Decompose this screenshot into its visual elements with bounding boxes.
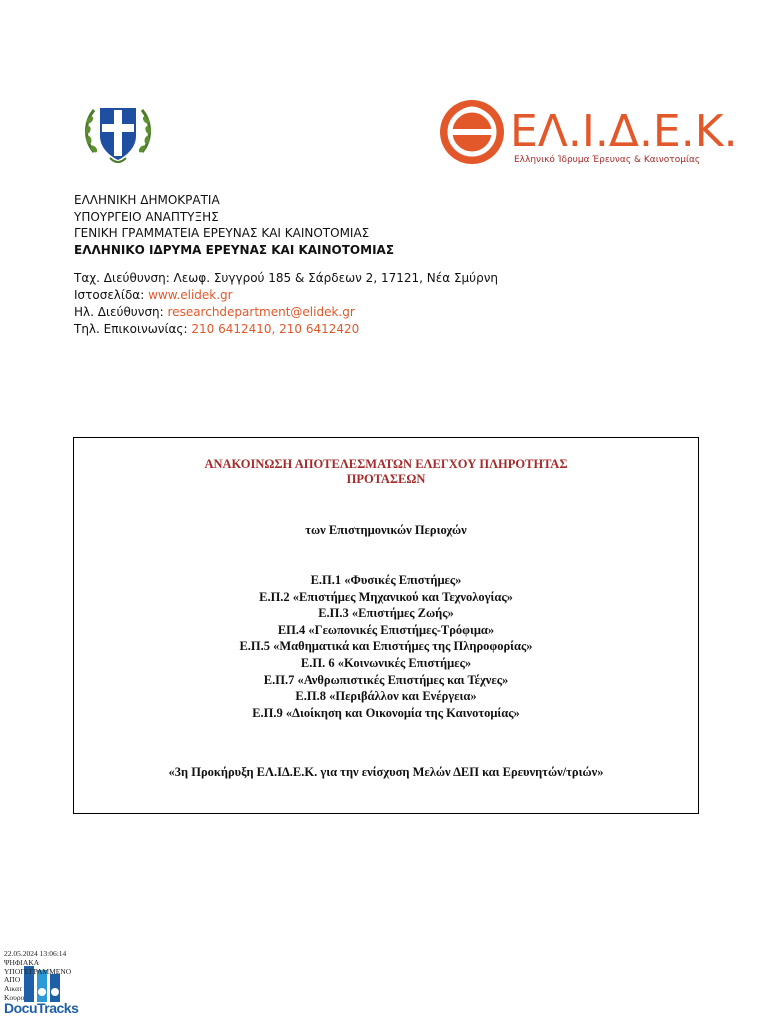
scientific-area-item: Ε.Π.8 «Περιβάλλον και Ενέργεια»	[295, 689, 477, 704]
scientific-areas-list	[74, 572, 698, 721]
elidek-logo-tagline: Ελληνικό Ίδρυμα Έρευνας & Καινοτομίας	[514, 155, 701, 165]
stamp-line: Αικατ	[4, 984, 23, 994]
website-label: Ιστοσελίδα:	[74, 288, 149, 302]
header-bold-line: ΕΛΛΗΝΙΚΟ ΙΔΡΥΜΑ ΕΡΕΥΝΑΣ ΚΑΙ ΚΑΙΝΟΤΟΜΙΑΣ	[74, 243, 395, 258]
scientific-area-item: Ε.Π.5 «Μαθηματικά και Επιστήμες της Πληροφορίας»	[239, 639, 533, 654]
announcement-subtitle: των Επιστημονικών Περιοχών	[305, 523, 467, 537]
header-line: ΓΕΝΙΚΗ ΓΡΑΜΜΑΤΕΙΑ ΕΡΕΥΝΑΣ ΚΑΙ ΚΑΙΝΟΤΟΜΙΑΣ	[74, 226, 370, 241]
institution-header	[74, 192, 394, 259]
stamp-line: ΨΗΦΙΑΚΑ	[4, 957, 40, 967]
phone-label: Τηλ. Επικοινωνίας:	[74, 322, 192, 336]
signature-stamp	[4, 950, 71, 1003]
stamp-line: ΥΠΟΓΕΓΡΑΜΜΕΝΟ	[4, 966, 72, 976]
announcement-title-line: ΠΡΟΤΑΣΕΩΝ	[346, 472, 426, 486]
email-link[interactable]: researchdepartment@elidek.gr	[167, 305, 355, 319]
stamp-line: 22.05.2024 13:06:14	[4, 949, 67, 958]
announcement-title	[74, 457, 698, 487]
email-label: Ηλ. Διεύθυνση:	[74, 305, 168, 319]
header-line: ΥΠΟΥΡΓΕΙΟ ΑΝΑΠΤΥΞΗΣ	[74, 209, 219, 224]
scientific-area-item: Ε.Π.3 «Επιστήμες Ζωής»	[318, 606, 454, 621]
elidek-logo	[436, 96, 738, 168]
address-line: Ταχ. Διεύθυνση: Λεωφ. Συγγρού 185 & Σάρδεων 2, 17121, Νέα Σμύρνη	[74, 271, 499, 285]
scientific-area-item: Ε.Π.9 «Διοίκηση και Οικονομία της Καινοτομίας»	[252, 705, 520, 720]
call-title: «3η Προκήρυξη ΕΛ.ΙΔ.Ε.Κ. για την ενίσχυση Μελών ΔΕΠ και Ερευνητών/τριών»	[168, 765, 604, 779]
scientific-area-item: Ε.Π.7 «Ανθρωπιστικές Επιστήμες και Τέχνες»	[263, 672, 509, 687]
elidek-logo-text: ΕΛ.Ι.Δ.Ε.Κ.	[510, 106, 738, 157]
announcement-title-line: ΑΝΑΚΟΙΝΩΣΗ ΑΠΟΤΕΛΕΣΜΑΤΩΝ ΕΛΕΓΧΟΥ ΠΛΗΡΟΤΗΤΑΣ	[204, 457, 568, 471]
scientific-area-item: ΕΠ.4 «Γεωπονικές Επιστήμες-Τρόφιμα»	[277, 622, 495, 637]
announcement-box	[73, 437, 699, 814]
phone-line	[74, 321, 498, 338]
website-line	[74, 287, 498, 304]
scientific-area-item: Ε.Π. 6 «Κοινωνικές Επιστήμες»	[300, 655, 472, 670]
scientific-area-item: Ε.Π.1 «Φυσικές Επιστήμες»	[310, 573, 462, 587]
greek-emblem-icon	[80, 94, 156, 170]
scientific-area-item: Ε.Π.2 «Επιστήμες Μηχανικού και Τεχνολογίας»	[259, 589, 513, 604]
website-link[interactable]: www.elidek.gr	[148, 288, 233, 302]
email-line	[74, 304, 498, 321]
docutracks-brand: DocuTracks	[4, 1000, 79, 1016]
phone-link[interactable]: 210 6412410, 210 6412420	[191, 322, 360, 336]
stamp-line: ΑΠΟ	[4, 975, 21, 985]
header-line: ΕΛΛΗΝΙΚΗ ΔΗΜΟΚΡΑΤΙΑ	[74, 193, 220, 207]
stamp-line: Κουρο	[4, 992, 25, 1002]
contact-info	[74, 270, 498, 338]
